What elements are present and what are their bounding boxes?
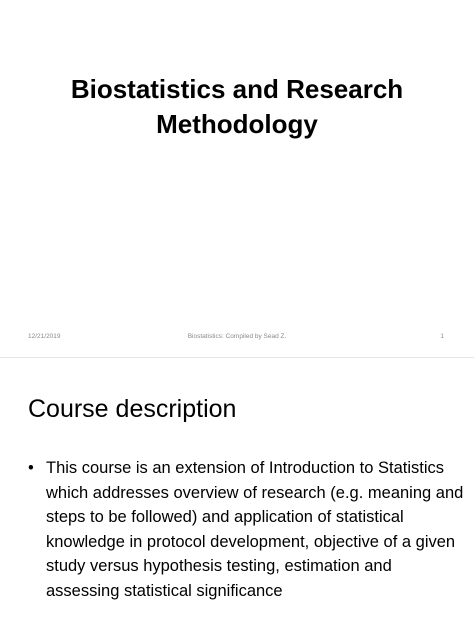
bullet-item bbox=[28, 456, 468, 603]
slide-heading: Course description bbox=[28, 395, 237, 423]
footer-author: Biostatistics: Compiled by Sead Z. bbox=[187, 333, 287, 340]
slide-title: Biostatistics and Research Methodology bbox=[70, 74, 404, 139]
bullet-icon: • bbox=[28, 459, 34, 477]
slide-footer bbox=[0, 333, 474, 345]
bullet-text: This course is an extension of Introduction to Statistics which addresses overview of research (e.g. meaning and steps to be followed) and application of statistical knowledge in protocol development, objective of a given study versus hypothesis testing, estimation and assessing statistical significance bbox=[46, 459, 464, 600]
bullet-list bbox=[28, 456, 468, 603]
slide-2 bbox=[0, 357, 474, 632]
slide-divider bbox=[0, 357, 474, 358]
footer-date: 12/21/2019 bbox=[28, 333, 61, 340]
footer-page-number: 1 bbox=[440, 333, 444, 340]
